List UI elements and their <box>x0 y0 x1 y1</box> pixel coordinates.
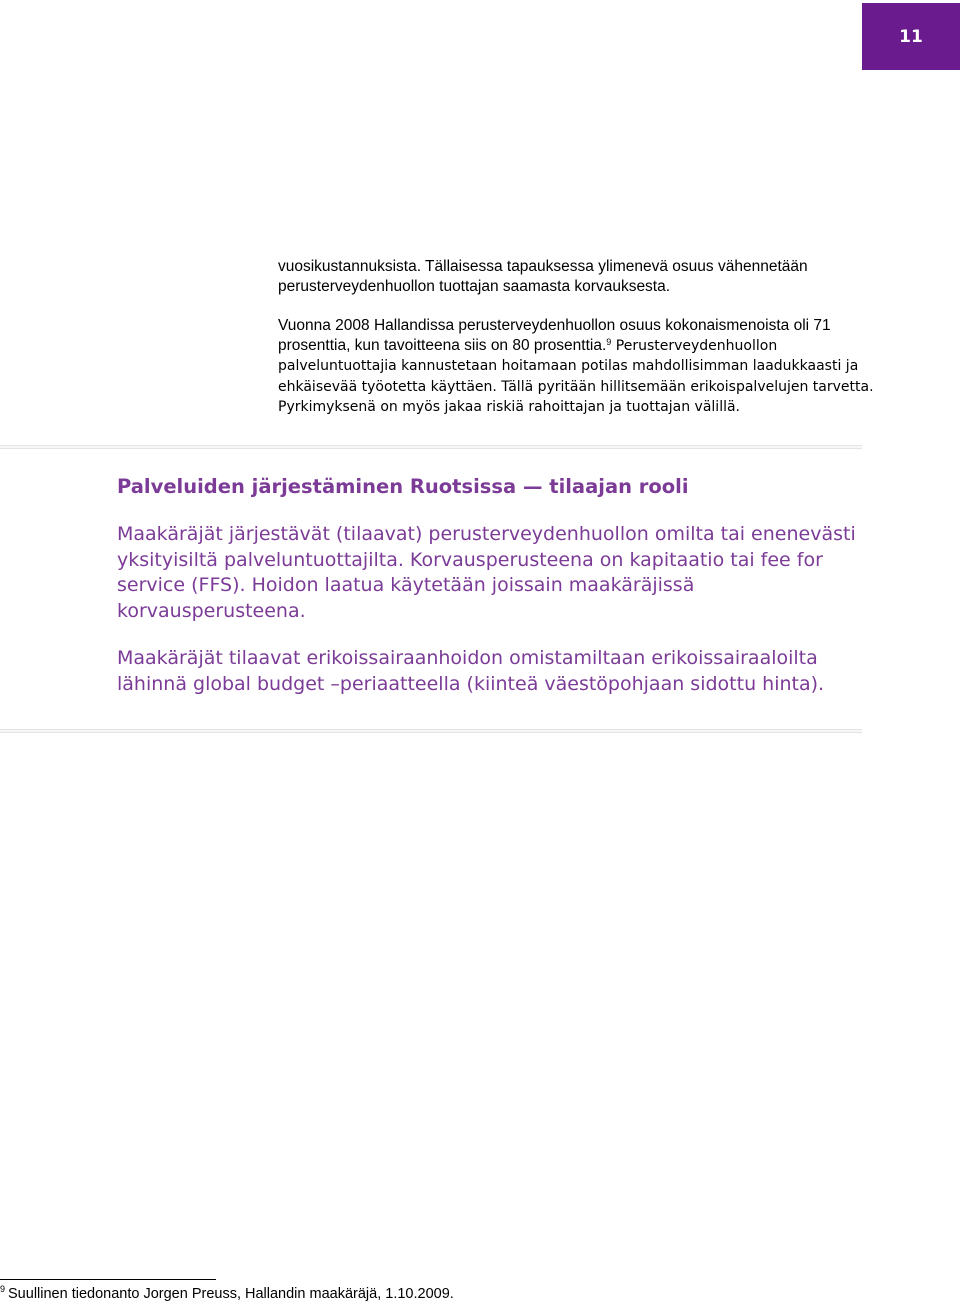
box-paragraph-1: Maakäräjät järjestävät (tilaavat) perusterveydenhuollon omilta tai enenevästi yksityisiltä palveluntuottajilta. Korvausperusteena on kapitaatio tai fee for service (FFS). Hoidon laatua käytetään joissain maakäräjissä korvausperusteena. <box>117 523 856 622</box>
paragraph-1-line-2: perusterveydenhuollon tuottajan saamasta korvauksesta. <box>278 277 671 295</box>
page-number-badge <box>862 3 960 70</box>
paragraph-2-part-1: Vuonna 2008 Hallandissa perusterveydenhuollon osuus kokonaismenoista oli 71 prosenttia, kun tavoitteena siis on 80 prosenttia. <box>278 317 831 354</box>
footnote-text: Suullinen tiedonanto Jorgen Preuss, Hallandin maakäräjä, 1.10.2009. <box>8 1286 454 1302</box>
footnote-separator <box>0 1279 216 1280</box>
box-top-divider <box>0 445 862 449</box>
box-title: Palveluiden järjestäminen Ruotsissa — tilaajan rooli <box>117 475 689 498</box>
paragraph-2 <box>278 316 878 418</box>
footnote-number: 9 <box>0 1284 6 1294</box>
box-bottom-divider <box>0 729 862 733</box>
box-paragraph-2: Maakäräjät tilaavat erikoissairaanhoidon omistamiltaan erikoissairaaloilta lähinnä global budget –periaatteella (kiinteä väestöpohjaan sidottu hinta). <box>117 647 825 695</box>
footnote-reference: 9 <box>606 336 612 347</box>
page-number: 11 <box>899 26 923 47</box>
footnote <box>0 1286 454 1302</box>
paragraph-1-line-1: vuosikustannuksista. Tällaisessa tapauksessa ylimenevä osuus vähennetään <box>278 258 808 275</box>
paragraph-2-part-2: Perusterveydenhuollon palveluntuottajia kannustetaan hoitamaan potilas mahdollisimman laadukkaasti ja ehkäisevää työotetta käyttäen. Tällä pyritään hillitsemään erikoispalvelujen tarvetta. Pyrkimyksenä on myös jakaa riskiä rahoittajan ja tuottajan välillä. <box>278 337 874 415</box>
paragraph-1 <box>278 257 878 296</box>
